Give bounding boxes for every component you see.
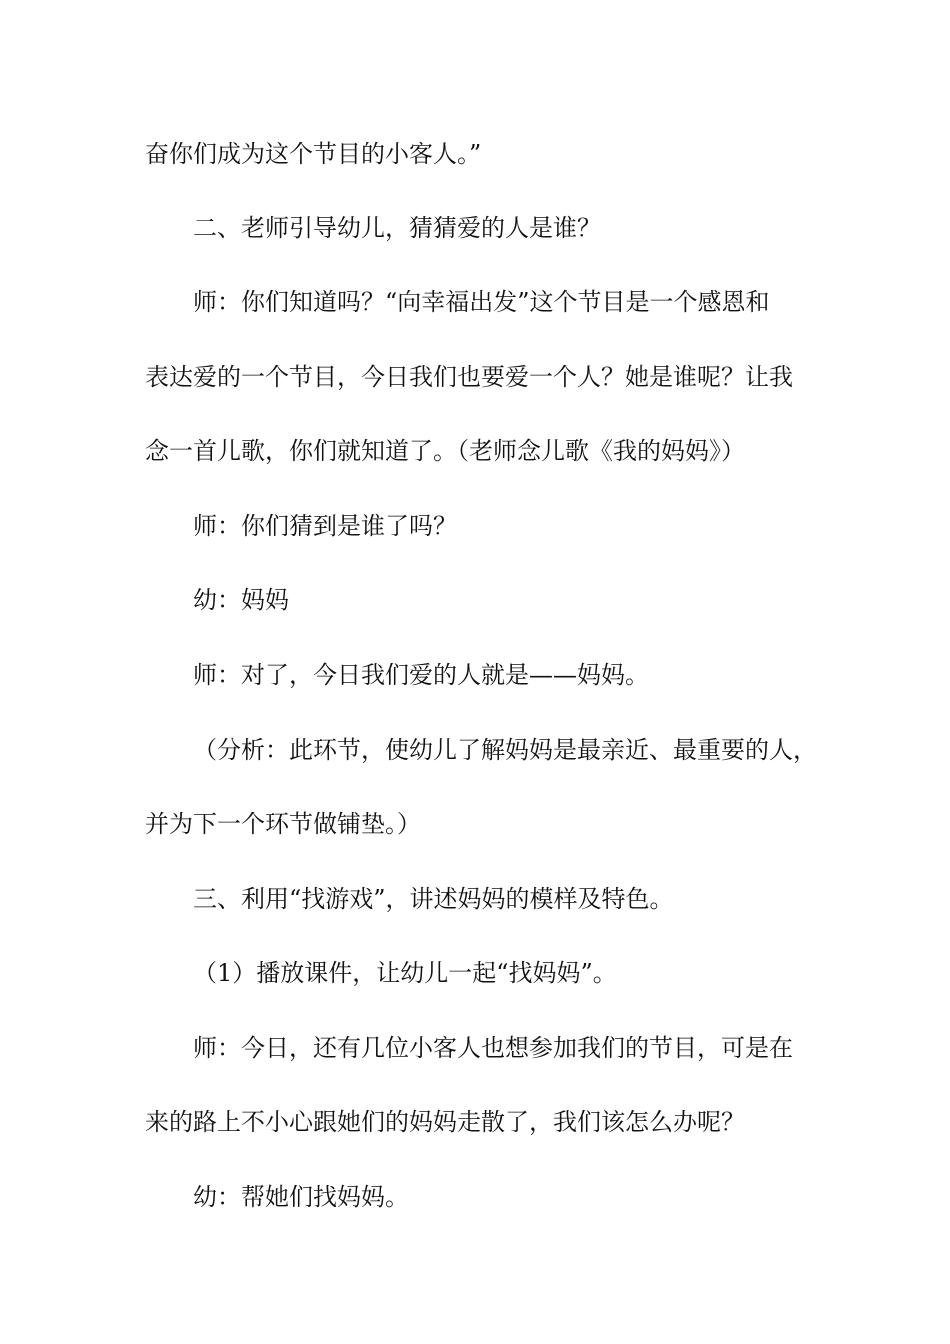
- section-heading: 三、利用“找游戏”，讲述妈妈的模样及特色。: [193, 885, 674, 913]
- paragraph-line: 表达爱的一个节目，今日我们也要爱一个人？她是谁呢？让我: [145, 363, 793, 391]
- paragraph-line: 并为下一个环节做铺垫。）: [145, 810, 421, 838]
- paragraph-line: 念一首儿歌，你们就知道了。（老师念儿歌《我的妈妈》）: [145, 437, 745, 465]
- paragraph-line: 师：你们知道吗？“向幸福出发”这个节目是一个感恩和: [193, 288, 770, 316]
- paragraph-line: 师：你们猜到是谁了吗？: [193, 512, 457, 540]
- paragraph-line: 奋你们成为这个节目的小客人。”: [145, 140, 482, 168]
- paragraph-line: 师：对了，今日我们爱的人就是——妈妈。: [193, 661, 649, 689]
- paragraph-line: 师：今日，还有几位小客人也想参加我们的节目，可是在: [193, 1034, 793, 1062]
- paragraph-line: （1）播放课件，让幼儿一起“找妈妈”。: [193, 959, 617, 987]
- paragraph-line: （分析：此环节，使幼儿了解妈妈是最亲近、最重要的人，: [193, 736, 817, 764]
- section-heading: 二、老师引导幼儿，猜猜爱的人是谁？: [193, 214, 601, 242]
- paragraph-line: 幼：帮她们找妈妈。: [193, 1183, 409, 1211]
- paragraph-line: 来的路上不小心跟她们的妈妈走散了，我们该怎么办呢？: [145, 1108, 745, 1136]
- paragraph-line: 幼：妈妈: [193, 586, 289, 614]
